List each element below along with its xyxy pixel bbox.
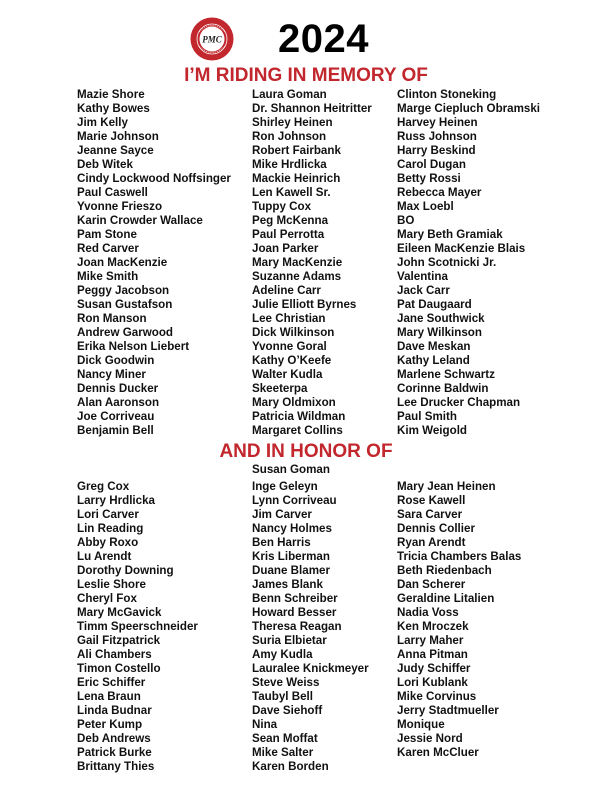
name-list-item: Greg Cox bbox=[77, 480, 130, 493]
name-list-item: Harvey Heinen bbox=[397, 116, 478, 129]
name-list-item: Clinton Stoneking bbox=[397, 88, 497, 101]
name-list-item: Geraldine Litalien bbox=[397, 592, 495, 605]
name-list-item: Patricia Wildman bbox=[252, 410, 346, 423]
name-list-item: Marlene Schwartz bbox=[397, 368, 495, 381]
name-list-item: Rebecca Mayer bbox=[397, 186, 482, 199]
name-list-item: Susan Gustafson bbox=[77, 298, 173, 311]
name-list-item: Julie Elliott Byrnes bbox=[252, 298, 357, 311]
name-list-item: Yvonne Goral bbox=[252, 340, 327, 353]
name-list-item: Abby Roxo bbox=[77, 536, 139, 549]
name-list-item: Dennis Ducker bbox=[77, 382, 159, 395]
name-list-item: Karin Crowder Wallace bbox=[77, 214, 203, 227]
name-list-item: Joan MacKenzie bbox=[77, 256, 168, 269]
name-list-item: Nancy Holmes bbox=[252, 522, 332, 535]
name-list-item: Robert Fairbank bbox=[252, 144, 341, 157]
name-list-item: Dick Goodwin bbox=[77, 354, 155, 367]
name-list-item: Dick Wilkinson bbox=[252, 326, 335, 339]
name-list-item: Lin Reading bbox=[77, 522, 144, 535]
name-list-item: Paul Caswell bbox=[77, 186, 148, 199]
name-list-item: Ryan Arendt bbox=[397, 536, 466, 549]
name-list-item: Mackie Heinrich bbox=[252, 172, 341, 185]
logo-text: PMC bbox=[202, 34, 222, 45]
name-list-item: Kim Weigold bbox=[397, 424, 467, 437]
name-list-item: Lauralee Knickmeyer bbox=[252, 662, 369, 675]
name-list-item: Walter Kudla bbox=[252, 368, 323, 381]
name-list-item: Lee Drucker Chapman bbox=[397, 396, 521, 409]
name-list-item: Andrew Garwood bbox=[77, 326, 173, 339]
name-list-item: Dorothy Downing bbox=[77, 564, 174, 577]
name-list-item: Anna Pitman bbox=[397, 648, 468, 661]
name-list-item: Tuppy Cox bbox=[252, 200, 312, 213]
name-list-item: Howard Besser bbox=[252, 606, 337, 619]
name-list-item: Skeeterpa bbox=[252, 382, 308, 395]
name-list-item: Amy Kudla bbox=[252, 648, 313, 661]
honor-column-2 bbox=[252, 480, 369, 774]
name-list-item: Mary Jean Heinen bbox=[397, 480, 496, 493]
name-list-item: Sean Moffat bbox=[252, 732, 318, 745]
name-list-item: Mary MacKenzie bbox=[252, 256, 343, 269]
name-list-item: Gail Fitzpatrick bbox=[77, 634, 161, 647]
name-list-item: Larry Maher bbox=[397, 634, 464, 647]
name-list-item: Lu Arendt bbox=[77, 550, 132, 563]
name-list-item: Dave Meskan bbox=[397, 340, 471, 353]
name-list-item: Duane Blamer bbox=[252, 564, 330, 577]
page-title-year: 2024 bbox=[278, 17, 369, 61]
name-list-item: Russ Johnson bbox=[397, 130, 477, 143]
name-list-item: Eric Schiffer bbox=[77, 676, 146, 689]
name-list-item: Peter Kump bbox=[77, 718, 143, 731]
memory-column-2 bbox=[252, 88, 372, 438]
name-list-item: Pam Stone bbox=[77, 228, 137, 241]
memory-heading: I’M RIDING IN MEMORY OF bbox=[184, 65, 428, 86]
name-list-item: Karen Borden bbox=[252, 760, 329, 773]
name-list-item: Jessie Nord bbox=[397, 732, 463, 745]
honor-column-1 bbox=[77, 480, 198, 774]
name-list-item: Mary Oldmixon bbox=[252, 396, 336, 409]
name-list-item: Ali Chambers bbox=[77, 648, 152, 661]
name-list-item: Ben Harris bbox=[252, 536, 311, 549]
name-list-item: Lena Braun bbox=[77, 690, 141, 703]
name-list-item: Jerry Stadtmueller bbox=[397, 704, 499, 717]
name-list-item: Kathy Bowes bbox=[77, 102, 150, 115]
name-list-item: Marie Johnson bbox=[77, 130, 159, 143]
name-list-item: Lori Carver bbox=[77, 508, 139, 521]
name-list-item: Mary McGavick bbox=[77, 606, 162, 619]
name-list-item: Theresa Reagan bbox=[252, 620, 342, 633]
name-list-item: Joan Parker bbox=[252, 242, 319, 255]
name-list-item: Sara Carver bbox=[397, 508, 463, 521]
name-list-item: Benn Schreiber bbox=[252, 592, 338, 605]
name-list-item: Carol Dugan bbox=[397, 158, 466, 171]
name-list-item: Brittany Thies bbox=[77, 760, 155, 773]
name-list-item: Nancy Miner bbox=[77, 368, 146, 381]
name-list-item: Paul Perrotta bbox=[252, 228, 325, 241]
name-list-item: Jeanne Sayce bbox=[77, 144, 154, 157]
name-list-item: Steve Weiss bbox=[252, 676, 320, 689]
name-list-item: Cindy Lockwood Noffsinger bbox=[77, 172, 231, 185]
name-list-item: Ken Mroczek bbox=[397, 620, 469, 633]
name-list-item: Paul Smith bbox=[397, 410, 457, 423]
name-list-item: Leslie Shore bbox=[77, 578, 146, 591]
name-list-item: Dan Scherer bbox=[397, 578, 466, 591]
name-list-item: Timm Speerschneider bbox=[77, 620, 198, 633]
name-list-item: Suria Elbietar bbox=[252, 634, 327, 647]
name-list-item: Karen McCluer bbox=[397, 746, 479, 759]
name-list-item: Corinne Baldwin bbox=[397, 382, 489, 395]
name-list-item: Linda Budnar bbox=[77, 704, 152, 717]
name-list-item: Rose Kawell bbox=[397, 494, 466, 507]
name-list-item: Jack Carr bbox=[397, 284, 450, 297]
name-list-item: Laura Goman bbox=[252, 88, 327, 101]
name-list-item: Mary Beth Gramiak bbox=[397, 228, 503, 241]
name-list-item: Dr. Shannon Heitritter bbox=[252, 102, 372, 115]
honor-featured-name: Susan Goman bbox=[252, 463, 330, 476]
name-list-item: Beth Riedenbach bbox=[397, 564, 492, 577]
name-list-item: Dave Siehoff bbox=[252, 704, 323, 717]
name-list-item: Kris Liberman bbox=[252, 550, 330, 563]
name-list-item: Mike Hrdlicka bbox=[252, 158, 327, 171]
name-list-item: Valentina bbox=[397, 270, 448, 283]
name-list-item: Peggy Jacobson bbox=[77, 284, 170, 297]
name-list-item: Yvonne Frieszo bbox=[77, 200, 163, 213]
name-list-item: Patrick Burke bbox=[77, 746, 152, 759]
name-list-item: Ron Manson bbox=[77, 312, 147, 325]
name-list-item: Larry Hrdlicka bbox=[77, 494, 155, 507]
name-list-item: BO bbox=[397, 214, 415, 227]
name-list-item: Erika Nelson Liebert bbox=[77, 340, 190, 353]
name-list-item: Mike Smith bbox=[77, 270, 139, 283]
name-list-item: Dennis Collier bbox=[397, 522, 475, 535]
name-list-item: Inge Geleyn bbox=[252, 480, 318, 493]
name-list-item: Deb Andrews bbox=[77, 732, 151, 745]
name-list-item: Mazie Shore bbox=[77, 88, 145, 101]
name-list-item: Judy Schiffer bbox=[397, 662, 471, 675]
name-list-item: Len Kawell Sr. bbox=[252, 186, 331, 199]
name-list-item: Tricia Chambers Balas bbox=[397, 550, 522, 563]
name-list-item: Deb Witek bbox=[77, 158, 133, 171]
name-list-item: Red Carver bbox=[77, 242, 139, 255]
name-list-item: Cheryl Fox bbox=[77, 592, 137, 605]
name-list-item: Pat Daugaard bbox=[397, 298, 472, 311]
memory-column-1 bbox=[77, 88, 231, 438]
name-list-item: James Blank bbox=[252, 578, 323, 591]
name-list-item: Jane Southwick bbox=[397, 312, 485, 325]
name-list-item: Peg McKenna bbox=[252, 214, 329, 227]
name-list-item: Margaret Collins bbox=[252, 424, 343, 437]
name-list-item: Kathy O’Keefe bbox=[252, 354, 332, 367]
name-list-item: Ron Johnson bbox=[252, 130, 327, 143]
memory-column-3 bbox=[397, 88, 540, 438]
name-list-item: Joe Corriveau bbox=[77, 410, 155, 423]
name-list-item: Monique bbox=[397, 718, 445, 731]
name-list-item: Lori Kublank bbox=[397, 676, 468, 689]
name-list-item: Jim Carver bbox=[252, 508, 312, 521]
name-list-item: Harry Beskind bbox=[397, 144, 476, 157]
name-list-item: Taubyl Bell bbox=[252, 690, 313, 703]
name-list-item: Shirley Heinen bbox=[252, 116, 333, 129]
name-list-item: Jim Kelly bbox=[77, 116, 128, 129]
name-list-item: Lee Christian bbox=[252, 312, 326, 325]
honor-column-3 bbox=[397, 480, 521, 760]
name-list-item: Alan Aaronson bbox=[77, 396, 160, 409]
name-list-item: Benjamin Bell bbox=[77, 424, 154, 437]
name-list-item: Nina bbox=[252, 718, 278, 731]
honor-heading: AND IN HONOR OF bbox=[219, 441, 393, 462]
name-list-item: Mike Salter bbox=[252, 746, 314, 759]
name-list-item: Lynn Corriveau bbox=[252, 494, 337, 507]
name-list-item: Suzanne Adams bbox=[252, 270, 342, 283]
name-list-item: Betty Rossi bbox=[397, 172, 461, 185]
name-list-item: Nadia Voss bbox=[397, 606, 459, 619]
name-list-item: Kathy Leland bbox=[397, 354, 470, 367]
name-list-item: Eileen MacKenzie Blais bbox=[397, 242, 526, 255]
name-list-item: Mary Wilkinson bbox=[397, 326, 482, 339]
name-list-item: Adeline Carr bbox=[252, 284, 321, 297]
name-list-item: Mike Corvinus bbox=[397, 690, 477, 703]
name-list-item: Marge Ciepluch Obramski bbox=[397, 102, 541, 115]
name-list-item: John Scotnicki Jr. bbox=[397, 256, 497, 269]
name-list-item: Max Loebl bbox=[397, 200, 454, 213]
name-list-item: Timon Costello bbox=[77, 662, 161, 675]
